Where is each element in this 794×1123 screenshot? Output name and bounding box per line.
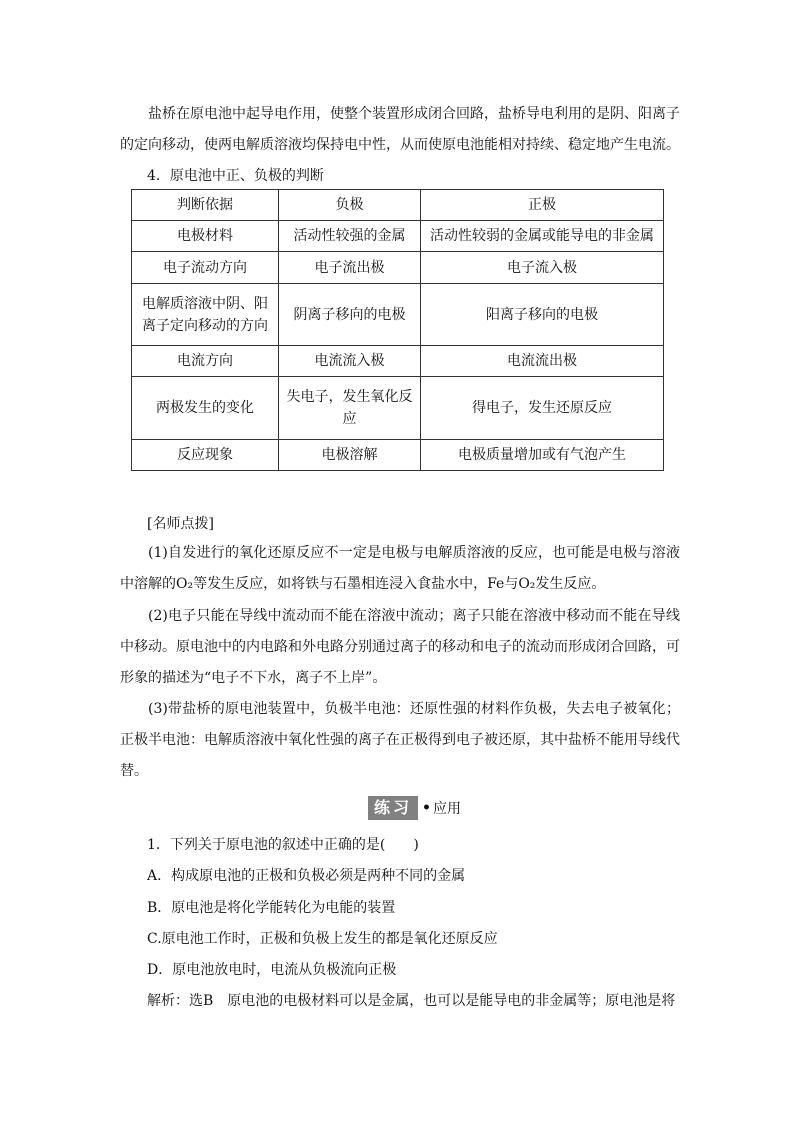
practice-title-dot: • bbox=[422, 800, 431, 816]
table-cell: 电解质溶液中阴、阳离子定向移动的方向 bbox=[132, 284, 279, 346]
table-header-cell: 正极 bbox=[421, 190, 664, 221]
tip-item: (2)电子只能在导线中流动而不能在溶液中流动；离子只能在溶液中移动而不能在导线中移动。原电池中的内电路和外电路分别通过离子的移动和电子的流动而形成闭合回路，可形象的描述为“电子不下水，离子不上岸”。 bbox=[120, 608, 680, 686]
table-cell: 失电子，发生氧化反应 bbox=[279, 377, 421, 440]
table-row bbox=[132, 377, 664, 440]
tip-item: (1)自发进行的氧化还原反应不一定是电极与电解质溶液的反应，也可能是电极与溶液中溶解的O₂等发生反应，如将铁与石墨相连浸入食盐水中，Fe与O₂发生反应。 bbox=[120, 545, 680, 592]
table-cell: 阴离子移向的电极 bbox=[279, 284, 421, 346]
table-header-row bbox=[132, 190, 664, 221]
option-a: A．构成原电池的正极和负极必须是两种不同的金属 bbox=[147, 868, 466, 884]
table-cell: 电流方向 bbox=[132, 346, 279, 377]
table-row bbox=[132, 440, 664, 471]
option-d: D．原电池放电时，电流从负极流向正极 bbox=[147, 962, 397, 978]
table-cell: 电极质量增加或有气泡产生 bbox=[421, 440, 664, 471]
electrode-judgment-table bbox=[131, 189, 664, 471]
analysis-text: 解析：选B 原电池的电极材料可以是金属，也可以是能导电的非金属等；原电池是将 bbox=[147, 993, 676, 1009]
table-cell: 电子流出极 bbox=[279, 252, 421, 284]
table-row bbox=[132, 284, 664, 346]
tips-label: [名师点拨] bbox=[147, 516, 214, 532]
table-header-cell: 判断依据 bbox=[132, 190, 279, 221]
option-b: B．原电池是将化学能转化为电能的装置 bbox=[147, 900, 396, 916]
table-cell: 电极溶解 bbox=[279, 440, 421, 471]
option-c: C.原电池工作时，正极和负极上发生的都是氧化还原反应 bbox=[147, 931, 498, 947]
table-cell: 电子流动方向 bbox=[132, 252, 279, 284]
practice-title-sub: 应用 bbox=[432, 801, 461, 817]
table-row bbox=[132, 221, 664, 252]
table-cell: 反应现象 bbox=[132, 440, 279, 471]
table-row bbox=[132, 252, 664, 284]
table-cell: 电子流入极 bbox=[421, 252, 664, 284]
practice-section-title bbox=[368, 795, 461, 821]
practice-title-box: 练习 bbox=[368, 796, 418, 820]
table-cell: 电流流出极 bbox=[421, 346, 664, 377]
question-stem: 1．下列关于原电池的叙述中正确的是( ) bbox=[147, 837, 419, 853]
section-heading: 4．原电池中正、负极的判断 bbox=[147, 168, 324, 184]
tip-item: (3)带盐桥的原电池装置中，负极半电池：还原性强的材料作负极，失去电子被氧化；正极半电池：电解质溶液中氧化性强的离子在正极得到电子被还原，其中盐桥不能用导线代替。 bbox=[120, 701, 680, 779]
table-cell: 活动性较弱的金属或能导电的非金属 bbox=[421, 221, 664, 252]
table-cell: 得电子，发生还原反应 bbox=[421, 377, 664, 440]
salt-bridge-paragraph: 盐桥在原电池中起导电作用，使整个装置形成闭合回路，盐桥导电利用的是阴、阳离子的定向移动，使两电解质溶液均保持电中性，从而使原电池能相对持续、稳定地产生电流。 bbox=[120, 106, 680, 153]
table-header-cell: 负极 bbox=[279, 190, 421, 221]
table-cell: 两极发生的变化 bbox=[132, 377, 279, 440]
table-cell: 阳离子移向的电极 bbox=[421, 284, 664, 346]
table-cell: 电极材料 bbox=[132, 221, 279, 252]
table-cell: 活动性较强的金属 bbox=[279, 221, 421, 252]
table-cell: 电流流入极 bbox=[279, 346, 421, 377]
table-row bbox=[132, 346, 664, 377]
